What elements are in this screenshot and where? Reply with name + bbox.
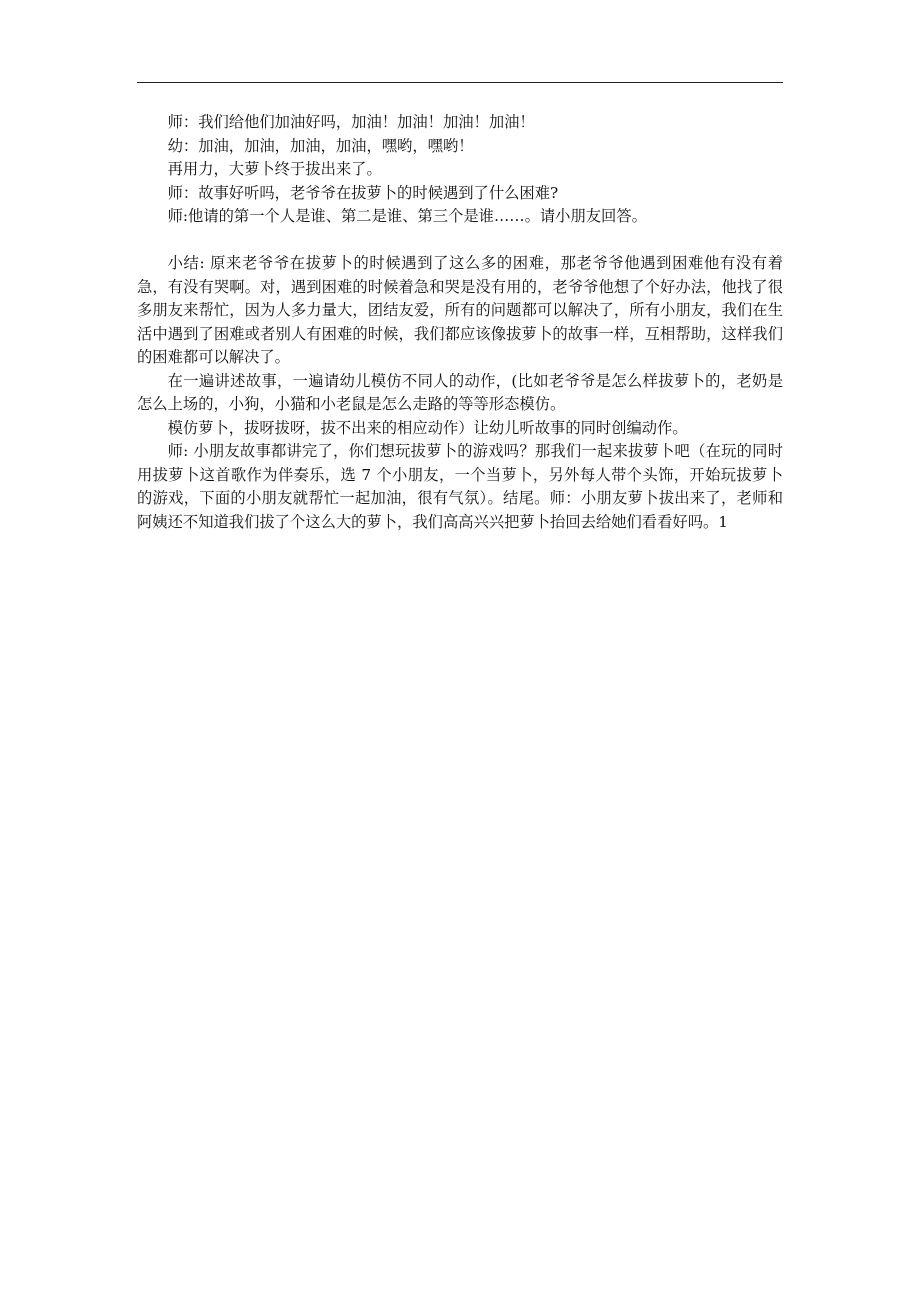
paragraph-retell-imitate: 在一遍讲述故事，一遍请幼儿模仿不同人的动作，(比如老爷爷是怎么样拔萝卜的，老奶是怎么上场的，小狗，小猫和小老鼠是怎么走路的等等形态模仿。 — [137, 371, 783, 413]
header-rule — [137, 82, 783, 83]
paragraph-cheer-prompt: 师：我们给他们加油好吗，加油！加油！加油！加油！ — [167, 113, 535, 131]
paragraph-pulled-out: 再用力，大萝卜终于拔出来了。 — [167, 160, 382, 178]
paragraph-game-ending: 师: 小朋友故事都讲完了，你们想玩拔萝卜的游戏吗？那我们一起来拔萝卜吧（在玩的同时用拔萝卜这首歌作为伴奏乐，选 7 个小朋友，一个当萝卜，另外每人带个头饰，开始玩拔萝卜的游戏，下面的小朋友就帮忙一起加油，很有气氛）。结尾。师：小朋友萝卜拔出来了，老师和阿姨还不知道我们拔了个这么大的萝卜，我们高高兴兴把萝卜抬回去给她们看看好吗。1 — [137, 442, 783, 531]
paragraph-gap — [137, 229, 783, 253]
paragraph-children-cheer: 幼：加油，加油，加油，加油，嘿哟，嘿哟！ — [167, 136, 474, 155]
paragraph-summary: 小结: 原来老爷爷在拔萝卜的时候遇到了这么多的困难，那老爷爷他遇到困难他有没有着急，有没有哭啊。对，遇到困难的时候着急和哭是没有用的，老爷爷他想了个好办法，他找了很多朋友来帮忙，因为人多力量大，团结友爱，所有的问题都可以解决了，所有小朋友，我们在生活中遇到了困难或者别人有困难的时候，我们都应该像拔萝卜的故事一样，互相帮助，这样我们的困难都可以解决了。 — [137, 254, 783, 366]
paragraph-question-difficulty: 师：故事好听吗，老爷爷在拔萝卜的时候遇到了什么困难? — [167, 183, 559, 202]
document-body — [137, 111, 783, 534]
paragraph-question-order: 师:他请的第一个人是谁、第二是谁、第三个是谁……。请小朋友回答。 — [167, 207, 647, 225]
paragraph-imitate-radish: 模仿萝卜，拔呀拔呀，拔不出来的相应动作）让幼儿听故事的同时创编动作。 — [167, 418, 688, 437]
